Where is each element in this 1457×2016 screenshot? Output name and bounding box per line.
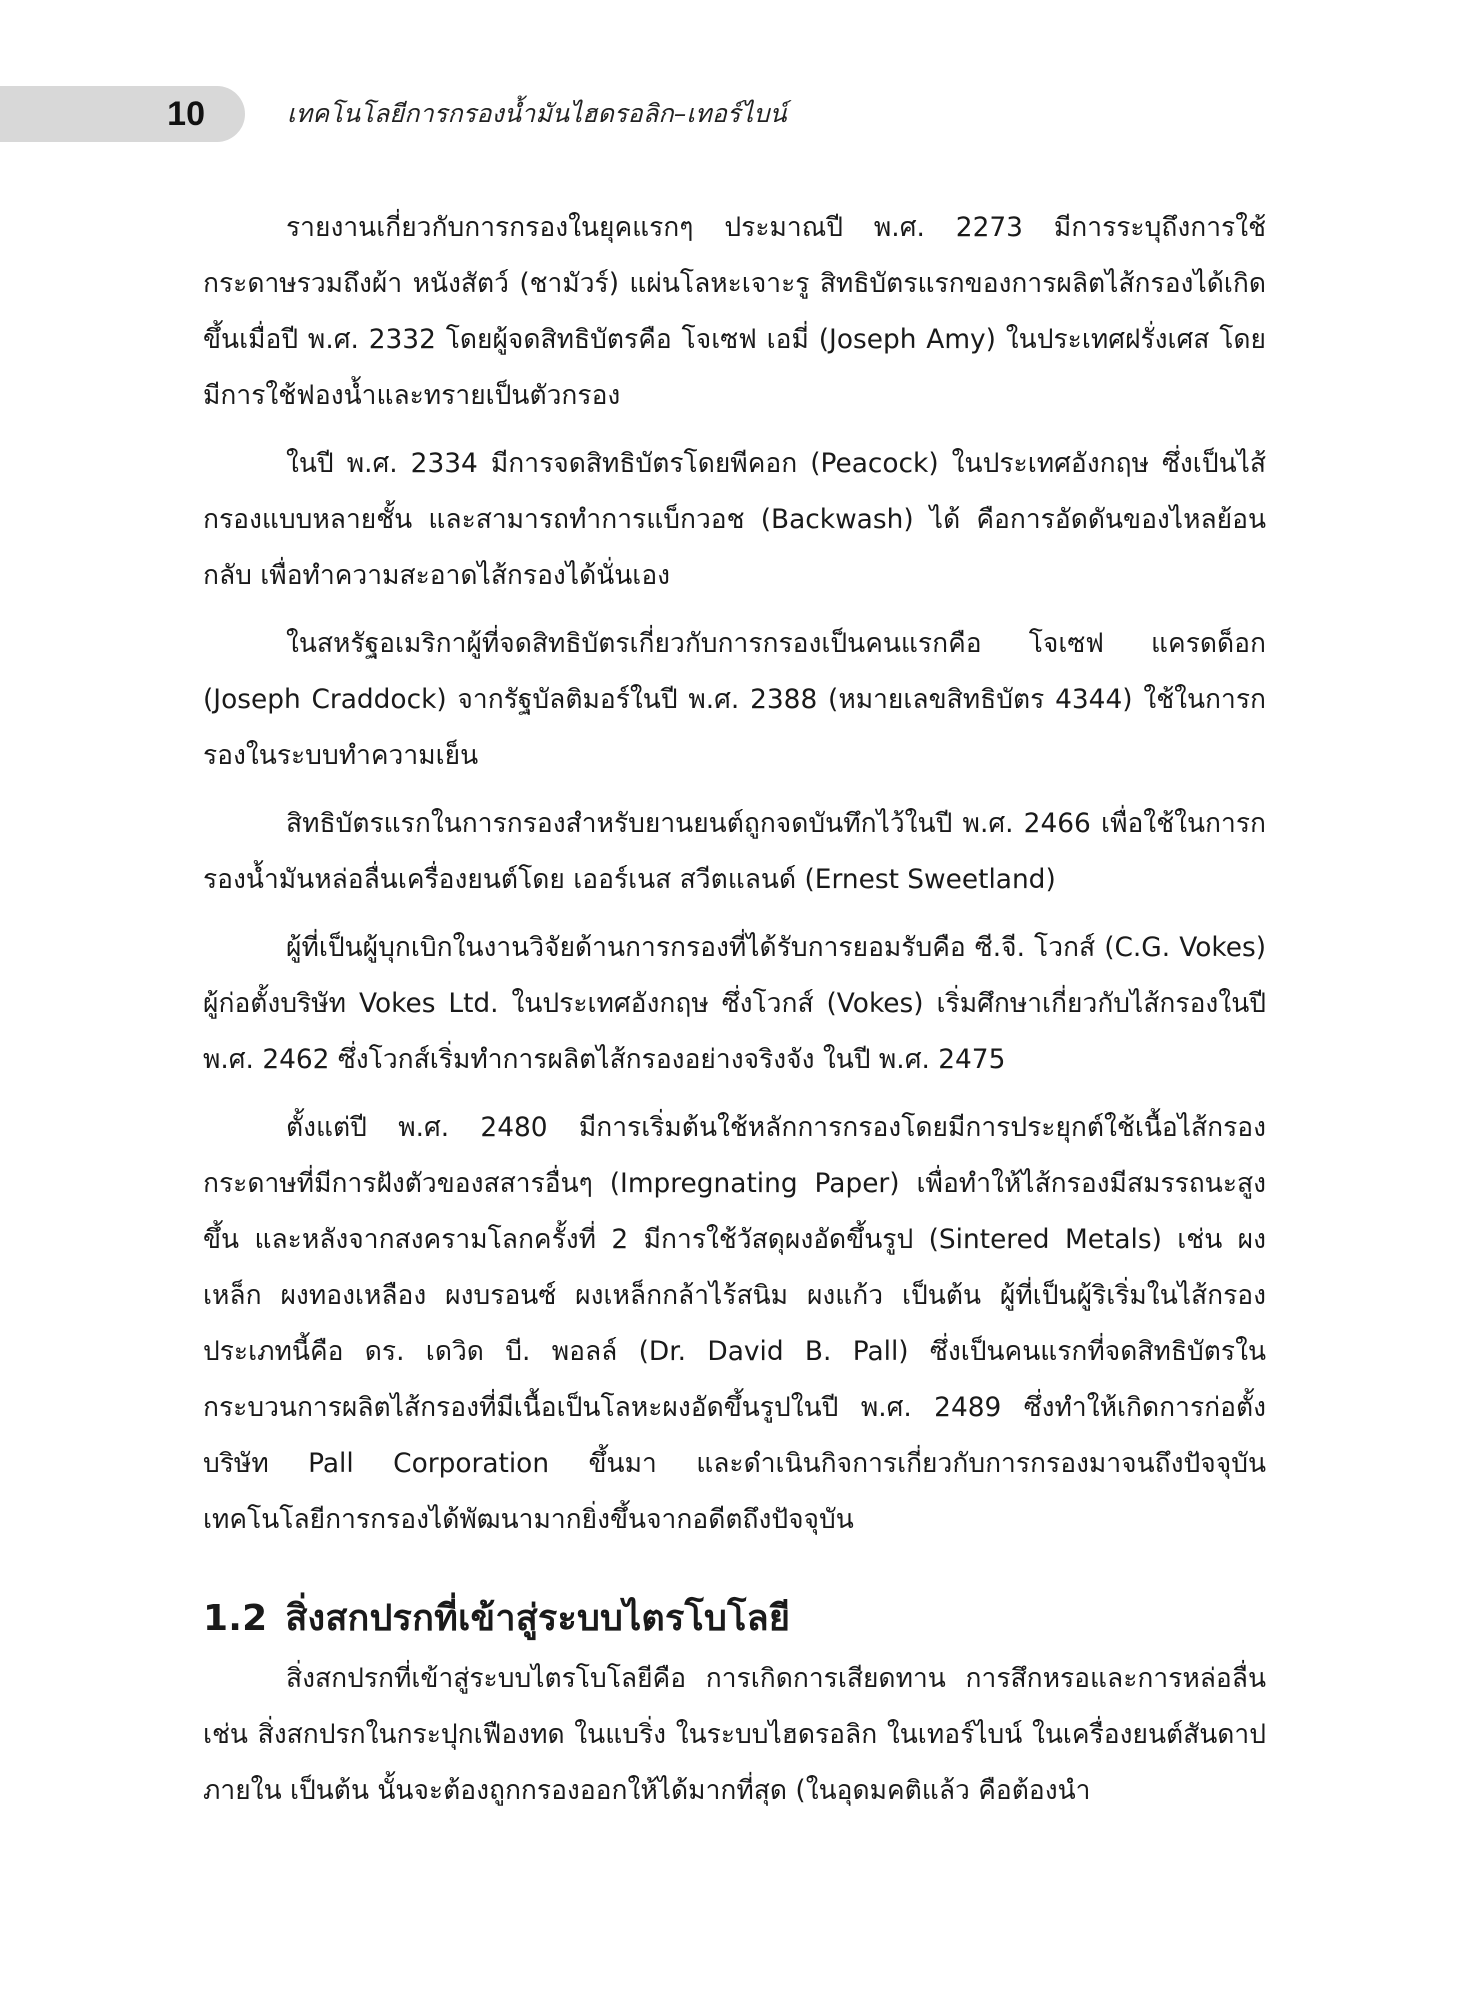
section-number: 1.2 <box>203 1598 268 1639</box>
section-heading <box>203 1593 1266 1645</box>
paragraph-4: สิทธิบัตรแรกในการกรองสำหรับยานยนต์ถูกจดบันทึกไว้ในปี พ.ศ. 2466 เพื่อใช้ในการกรองน้ำมันหล่อลื่นเครื่องยนต์โดย เออร์เนส สวีตแลนด์ (Ernest Sweetland) <box>203 808 1266 895</box>
paragraph-1: รายงานเกี่ยวกับการกรองในยุคแรกๆ ประมาณปี พ.ศ. 2273 มีการระบุถึงการใช้กระดาษรวมถึงผ้า หนังสัตว์ (ชามัวร์) แผ่นโลหะเจาะรู สิทธิบัตรแรกของการผลิตไส้กรองได้เกิดขึ้นเมื่อปี พ.ศ. 2332 โดยผู้จดสิทธิบัตรคือ โจเซฟ เอมี่ (Joseph Amy) ในประเทศฝรั่งเศส โดยมีการใช้ฟองน้ำและทรายเป็นตัวกรอง <box>203 212 1266 411</box>
section-paragraph: สิ่งสกปรกที่เข้าสู่ระบบไตรโบโลยีคือ การเกิดการเสียดทาน การสึกหรอและการหล่อลื่น เช่น สิ่งสกปรกในกระปุกเฟืองทด ในแบริ่ง ในระบบไฮดรอลิก ในเทอร์ไบน์ ในเครื่องยนต์สันดาปภายใน เป็นต้น นั้นจะต้องถูกกรองออกให้ได้มากที่สุด (ในอุดมคติแล้ว คือต้องนำ <box>203 1663 1266 1806</box>
running-title: เทคโนโลยีการกรองน้ำมันไฮดรอลิก–เทอร์ไบน์ <box>287 99 787 128</box>
page-body <box>203 200 1266 1831</box>
page-number: 10 <box>0 86 245 142</box>
paragraph-5: ผู้ที่เป็นผู้บุกเบิกในงานวิจัยด้านการกรองที่ได้รับการยอมรับคือ ซี.จี. โวกส์ (C.G. Vokes) ผู้ก่อตั้งบริษัท Vokes Ltd. ในประเทศอังกฤษ ซึ่งโวกส์ (Vokes) เริ่มศึกษาเกี่ยวกับไส้กรองในปี พ.ศ. 2462 ซึ่งโวกส์เริ่มทำการผลิตไส้กรองอย่างจริงจัง ในปี พ.ศ. 2475 <box>203 932 1266 1075</box>
section-title: สิ่งสกปรกที่เข้าสู่ระบบไตรโบโลยี <box>285 1598 791 1639</box>
page-header <box>0 86 1300 142</box>
paragraph-6: ตั้งแต่ปี พ.ศ. 2480 มีการเริ่มต้นใช้หลักการกรองโดยมีการประยุกต์ใช้เนื้อไส้กรองกระดาษที่มีการฝังตัวของสสารอื่นๆ (Impregnating Paper) เพื่อทำให้ไส้กรองมีสมรรถนะสูงขึ้น และหลังจากสงครามโลกครั้งที่ 2 มีการใช้วัสดุผงอัดขึ้นรูป (Sintered Metals) เช่น ผงเหล็ก ผงทองเหลือง ผงบรอนซ์ ผงเหล็กกล้าไร้สนิม ผงแก้ว เป็นต้น ผู้ที่เป็นผู้ริเริ่มในไส้กรองประเภทนี้คือ ดร. เดวิด บี. พอลล์ (Dr. David B. Pall) ซึ่งเป็นคนแรกที่จดสิทธิบัตรในกระบวนการผลิตไส้กรองที่มีเนื้อเป็นโลหะผงอัดขึ้นรูปในปี พ.ศ. 2489 ซึ่งทำให้เกิดการก่อตั้งบริษัท Pall Corporation ขึ้นมา และดำเนินกิจการเกี่ยวกับการกรองมาจนถึงปัจจุบัน เทคโนโลยีการกรองได้พัฒนามากยิ่งขึ้นจากอดีตถึงปัจจุบัน <box>203 1112 1266 1535</box>
paragraph-3: ในสหรัฐอเมริกาผู้ที่จดสิทธิบัตรเกี่ยวกับการกรองเป็นคนแรกคือ โจเซฟ แครดด็อก (Joseph Craddock) จากรัฐบัลติมอร์ในปี พ.ศ. 2388 (หมายเลขสิทธิบัตร 4344) ใช้ในการกรองในระบบทำความเย็น <box>203 628 1266 771</box>
paragraph-2: ในปี พ.ศ. 2334 มีการจดสิทธิบัตรโดยพีคอก (Peacock) ในประเทศอังกฤษ ซึ่งเป็นไส้กรองแบบหลายชั้น และสามารถทำการแบ็กวอช (Backwash) ได้ คือการอัดดันของไหลย้อนกลับ เพื่อทำความสะอาดไส้กรองได้นั่นเอง <box>203 448 1266 591</box>
